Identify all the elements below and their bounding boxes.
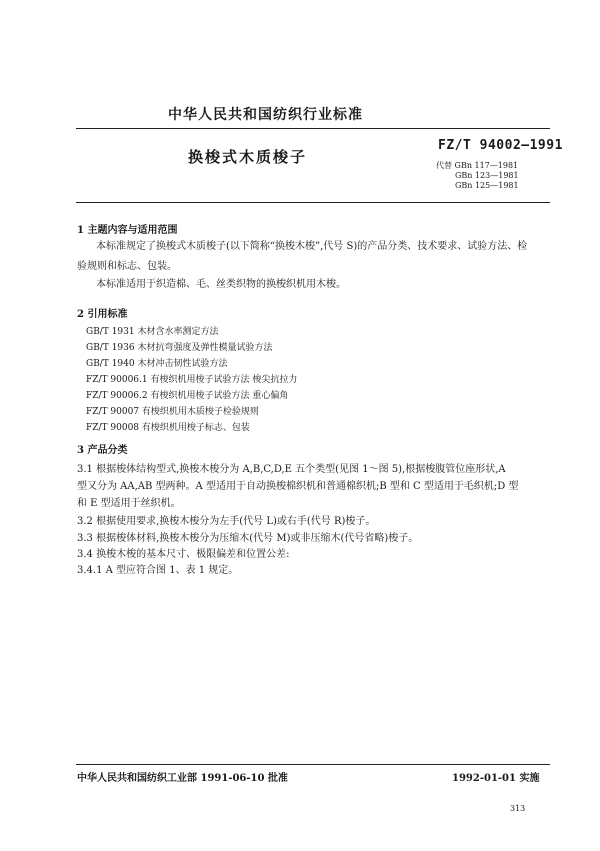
header-bottom-rule (76, 202, 550, 203)
clause-3-2: 3.2 根据使用要求,换梭木梭分为左手(代号 L)或右手(代号 R)梭子。 (77, 516, 376, 527)
section-1-paragraph-2: 本标准适用于织造棉、毛、丝类织物的换梭织机用木梭。 (96, 279, 346, 290)
effective-date: 1992-01-01 实施 (452, 773, 540, 784)
clause-3-4-1: 3.4.1 A 型应符合图 1、表 1 规定。 (77, 565, 239, 576)
reference-item: GB/T 1936 木材抗弯强度及弹性模量试验方法 (86, 343, 273, 353)
standard-number: FZ/T 94002—1991 (438, 138, 563, 153)
clause-3-1-line-1: 3.1 根据梭体结构型式,换梭木梭分为 A,B,C,D,E 五个类型(见图 1～图 5),根据梭腹管位座形状,A (77, 464, 506, 475)
reference-item: FZ/T 90006.2 有梭织机用梭子试验方法 重心偏角 (86, 391, 289, 401)
reference-item: GB/T 1940 木材冲击韧性试验方法 (86, 359, 228, 369)
header-rule (76, 128, 550, 129)
page-number: 313 (510, 804, 526, 813)
approval-date: 中华人民共和国纺织工业部 1991-06-10 批准 (77, 773, 288, 784)
organization-title: 中华人民共和国纺织行业标准 (168, 107, 363, 123)
replaces-item: GBn 117—1981 (454, 161, 519, 170)
section-1-paragraph-1-line-1: 本标准规定了换梭式木质梭子(以下简称“换梭木梭”,代号 S)的产品分类、技术要求、试验方法、检 (96, 241, 528, 252)
section-1-heading: 1 主题内容与适用范围 (77, 225, 178, 236)
reference-item: FZ/T 90008 有梭织机用梭子标志、包装 (86, 423, 250, 433)
clause-3-1-line-2: 型又分为 AA,AB 型两种。A 型适用于自动换梭棉织机和普通棉织机;B 型和 C 型适用于毛织机;D 型 (77, 481, 519, 492)
footer-rule (76, 764, 550, 765)
replaces-label: 代替 (436, 161, 452, 170)
section-3-heading: 3 产品分类 (77, 445, 128, 456)
document-title: 换梭式木质梭子 (188, 148, 308, 166)
reference-item: FZ/T 90007 有梭织机用木质梭子检验规则 (86, 407, 259, 417)
section-1-paragraph-1-line-2: 验规则和标志、包装。 (77, 261, 177, 272)
replaces-item: GBn 123—1981 (455, 171, 519, 180)
clause-3-4: 3.4 换梭木梭的基本尺寸、极限偏差和位置公差: (77, 549, 290, 560)
section-2-heading: 2 引用标准 (77, 309, 128, 320)
reference-item: FZ/T 90006.1 有梭织机用梭子试验方法 梭尖抗拉力 (86, 375, 298, 385)
clause-3-3: 3.3 根据梭体材料,换梭木梭分为压缩木(代号 M)或非压缩木(代号省略)梭子。 (77, 533, 419, 544)
clause-3-1-line-3: 和 E 型适用于丝织机。 (77, 498, 181, 509)
reference-item: GB/T 1931 木材含水率测定方法 (86, 327, 219, 337)
replaces-block (436, 161, 519, 191)
replaces-item: GBn 125—1981 (455, 181, 519, 190)
